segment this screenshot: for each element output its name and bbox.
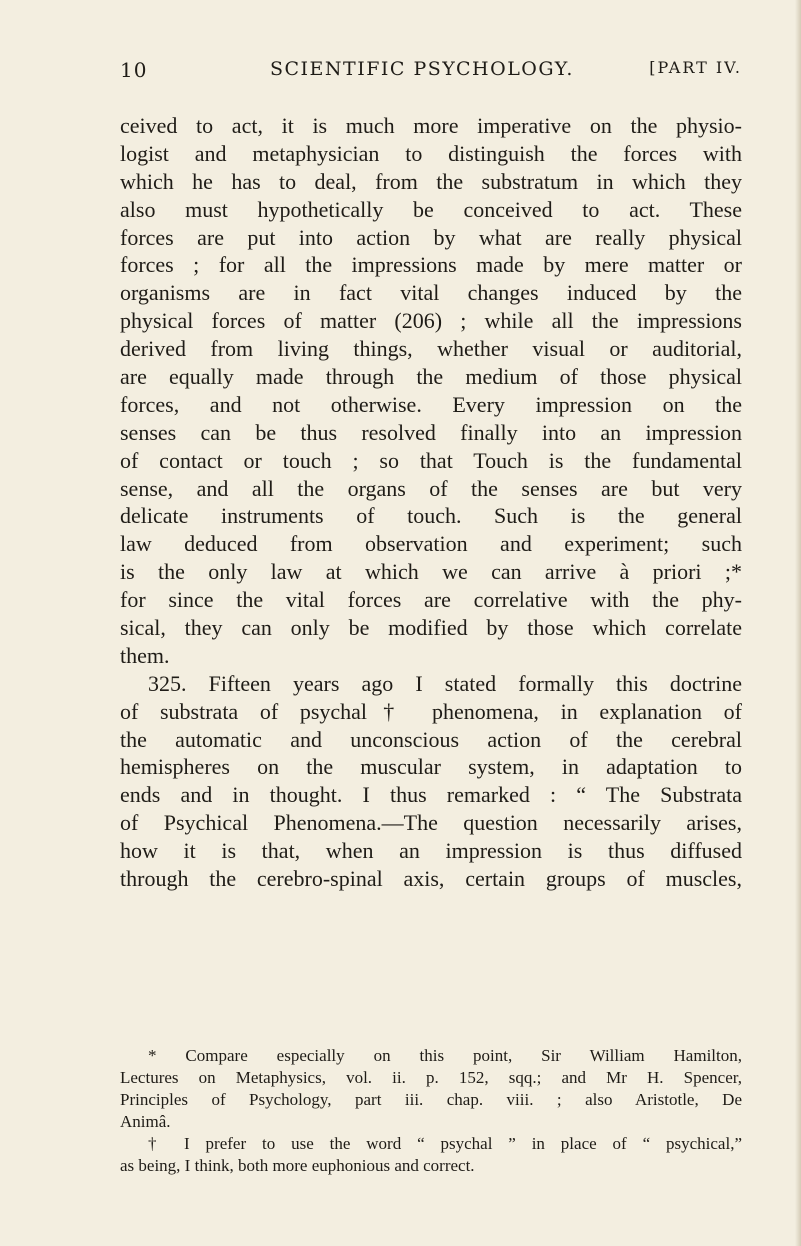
text-line: hemispheres on the muscular system, in adaptation to: [120, 754, 742, 780]
page-number: 10: [120, 58, 148, 82]
page-edge: [795, 0, 801, 1246]
paragraph-start-325: 325. Fifteen years ago I stated formally this doctrine: [148, 670, 742, 696]
text-line: forces ; for all the impressions made by mere matter or: [120, 252, 742, 278]
footnotes: [120, 1045, 742, 1177]
text-line: ends and in thought. I thus remarked : “ The Substrata: [120, 782, 742, 808]
text-line: sense, and all the organs of the senses are but very: [120, 475, 742, 501]
footnote-line: Lectures on Metaphysics, vol. ii. p. 152, sqq.; and Mr H. Spencer,: [120, 1068, 742, 1087]
text-line: delicate instruments of touch. Such is the general: [120, 503, 742, 529]
text-line: organisms are in fact vital changes induced by the: [120, 280, 742, 306]
text-line: senses can be thus resolved finally into an impression: [120, 419, 742, 445]
text-line: sical, they can only be modified by those which correlate: [120, 615, 742, 641]
text-line: them.: [120, 642, 170, 668]
running-title: SCIENTIFIC PSYCHOLOGY.: [270, 58, 574, 80]
footnote-line: Animâ.: [120, 1112, 171, 1131]
text-line: for since the vital forces are correlative with the phy-: [120, 587, 742, 613]
footnote-dagger: † I prefer to use the word “ psychal ” in place of “ psychical,”: [148, 1134, 742, 1153]
footnote-star: * Compare especially on this point, Sir William Hamilton,: [148, 1046, 742, 1065]
body-text: [120, 112, 742, 893]
text-line: are equally made through the medium of those physical: [120, 364, 742, 390]
text-line: also must hypothetically be conceived to act. These: [120, 196, 742, 222]
part-label: [PART IV.: [649, 58, 742, 77]
text-line: of substrata of psychal† phenomena, in explanation of: [120, 698, 742, 724]
text-line: physical forces of matter (206) ; while all the impressions: [120, 308, 742, 334]
text-line: how it is that, when an impression is thus diffused: [120, 838, 742, 864]
text-line: ceived to act, it is much more imperative on the physio-: [120, 113, 742, 138]
text-line: logist and metaphysician to distinguish the forces with: [120, 140, 742, 166]
text-line: forces are put into action by what are really physical: [120, 224, 742, 250]
text-line: which he has to deal, from the substratum in which they: [120, 168, 742, 194]
text-line: through the cerebro-spinal axis, certain groups of muscles,: [120, 866, 742, 892]
text-line: law deduced from observation and experiment; such: [120, 531, 742, 557]
text-line: of contact or touch ; so that Touch is the fundamental: [120, 447, 742, 473]
running-header: [120, 58, 742, 90]
text-line: is the only law at which we can arrive à priori ;*: [120, 559, 742, 585]
text-line: of Psychical Phenomena.—The question necessarily arises,: [120, 810, 742, 836]
text-line: derived from living things, whether visual or auditorial,: [120, 336, 742, 362]
text-line: forces, and not otherwise. Every impression on the: [120, 391, 742, 417]
footnote-line: Principles of Psychology, part iii. chap. viii. ; also Aristotle, De: [120, 1090, 742, 1109]
text-line: the automatic and unconscious action of the cerebral: [120, 726, 742, 752]
footnote-line: as being, I think, both more euphonious and correct.: [120, 1156, 475, 1175]
